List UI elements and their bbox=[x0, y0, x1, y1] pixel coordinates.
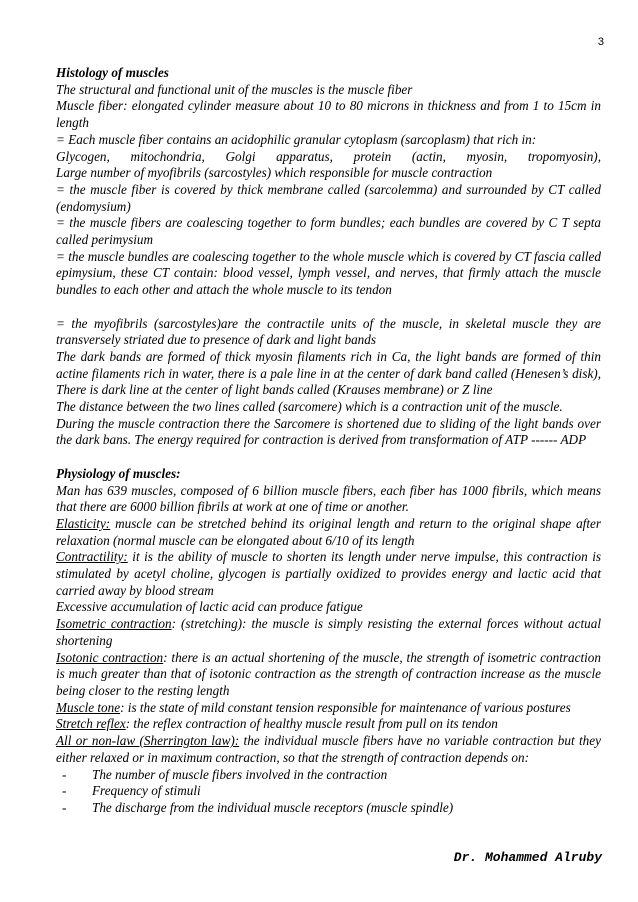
author-footer: Dr. Mohammed Alruby bbox=[453, 850, 602, 865]
list-item bbox=[56, 800, 601, 817]
histology-line: Glycogen, mitochondria, Golgi apparatus, protein (actin, myosin, tropomyosin), bbox=[56, 148, 601, 164]
histology-line: During the muscle contraction there the Sarcomere is shortened due to sliding of the light bands over the dark bans. The energy required for contraction is derived from transformation of ATP ------ ADP bbox=[56, 415, 601, 448]
histology-heading: Histology of muscles bbox=[56, 65, 169, 80]
all-or-none-text: the individual muscle fibers have no variable contraction but they either relaxed or in maximum contraction, so that the strength of contraction depends on: bbox=[56, 733, 601, 765]
histology-line: The dark bands are formed of thick myosin filaments rich in Ca, the light bands are formed of thin actine filaments rich in water, there is a pale line in at the center of dark band called (Henesen’s disk), There is dark line at the center of light bands called (Krauses membrane) or Z line bbox=[56, 348, 601, 398]
elasticity-text: muscle can be stretched behind its original length and return to the original shape after relaxation (normal muscle can be elongated about 6/10 of its length bbox=[56, 515, 601, 548]
all-or-none-paragraph bbox=[56, 733, 601, 766]
elasticity-term: Elasticity: bbox=[56, 515, 111, 531]
list-item bbox=[56, 783, 601, 800]
contractility-term: Contractility: bbox=[56, 549, 128, 565]
page-content bbox=[56, 65, 601, 817]
contractility-paragraph bbox=[56, 549, 601, 599]
muscle-tone-text: : is the state of mild constant tension responsible for maintenance of various postures bbox=[120, 699, 571, 715]
stretch-reflex-text: : the reflex contraction of healthy muscle result from pull on its tendon bbox=[125, 716, 498, 732]
muscle-tone-term: Muscle tone bbox=[56, 699, 121, 715]
list-item-text: The discharge from the individual muscle receptors (muscle spindle) bbox=[92, 799, 454, 815]
elasticity-paragraph bbox=[56, 516, 601, 549]
list-item-text: The number of muscle fibers involved in the contraction bbox=[92, 766, 388, 782]
list-item bbox=[56, 767, 601, 784]
histology-line: The distance between the two lines called (sarcomere) which is a contraction unit of the muscle. bbox=[56, 399, 563, 415]
stretch-reflex-paragraph bbox=[56, 716, 601, 733]
physiology-heading: Physiology of muscles: bbox=[56, 465, 181, 481]
bullet-marker: - bbox=[62, 783, 67, 799]
histology-line: Muscle fiber: elongated cylinder measure about 10 to 80 microns in thickness and from 1 to 15cm in length bbox=[56, 98, 601, 131]
isotonic-paragraph bbox=[56, 650, 601, 700]
histology-line: = the myofibrils (sarcostyles)are the contractile units of the muscle, in skeletal muscle they are transversely striated due to presence of dark and light bands bbox=[56, 315, 601, 348]
list-item-text: Frequency of stimuli bbox=[92, 783, 201, 799]
stretch-reflex-term: Stretch reflex bbox=[56, 716, 126, 732]
fatigue-line: Excessive accumulation of lactic acid can produce fatigue bbox=[56, 599, 363, 615]
bullet-marker: - bbox=[62, 766, 67, 782]
page-number: 3 bbox=[597, 36, 604, 48]
isotonic-term: Isotonic contraction bbox=[56, 649, 164, 665]
all-or-none-term: All or non-law (Sherrington law): bbox=[56, 733, 240, 749]
contractility-text: it is the ability of muscle to shorten its length under nerve impulse, this contraction is stimulated by acetyl choline, glycogen is partially oxidized to provides energy and lactic acid that carried away by blood stream bbox=[56, 549, 601, 598]
histology-line: = Each muscle fiber contains an acidophilic granular cytoplasm (sarcoplasm) that rich in: bbox=[56, 131, 537, 147]
isometric-term: Isometric contraction bbox=[56, 616, 172, 632]
physiology-intro: Man has 639 muscles, composed of 6 billion muscle fibers, each fiber has 1000 fibrils, which means that there are 6000 billion fibrils at work at one of time or another. bbox=[56, 482, 601, 515]
muscle-tone-paragraph bbox=[56, 700, 601, 717]
histology-line: = the muscle fibers are coalescing together to form bundles; each bundles are covered by C T septa called perimysium bbox=[56, 215, 601, 248]
histology-line: = the muscle fiber is covered by thick membrane called (sarcolemma) and surrounded by CT called (endomysium) bbox=[56, 181, 601, 214]
histology-line: Large number of myofibrils (sarcostyles) which responsible for muscle contraction bbox=[56, 165, 493, 181]
isometric-paragraph bbox=[56, 616, 601, 649]
histology-line: = the muscle bundles are coalescing together to the whole muscle which is covered by CT fascia called epimysium, these CT contain: blood vessel, lymph vessel, and nerves, that firmly attach the muscle bundles to each other and attach the whole muscle to its tendon bbox=[56, 248, 601, 298]
histology-line: The structural and functional unit of the muscles is the muscle fiber bbox=[56, 81, 413, 97]
bullet-marker: - bbox=[62, 799, 67, 815]
isotonic-text: : there is an actual shortening of the muscle, the strength of isometric contraction is much greater than that of isotonic contraction as the strength of contraction increase as the muscle being closer to the resting length bbox=[56, 649, 601, 698]
isometric-text: : (stretching): the muscle is simply resisting the external forces without actual shortening bbox=[56, 616, 602, 648]
